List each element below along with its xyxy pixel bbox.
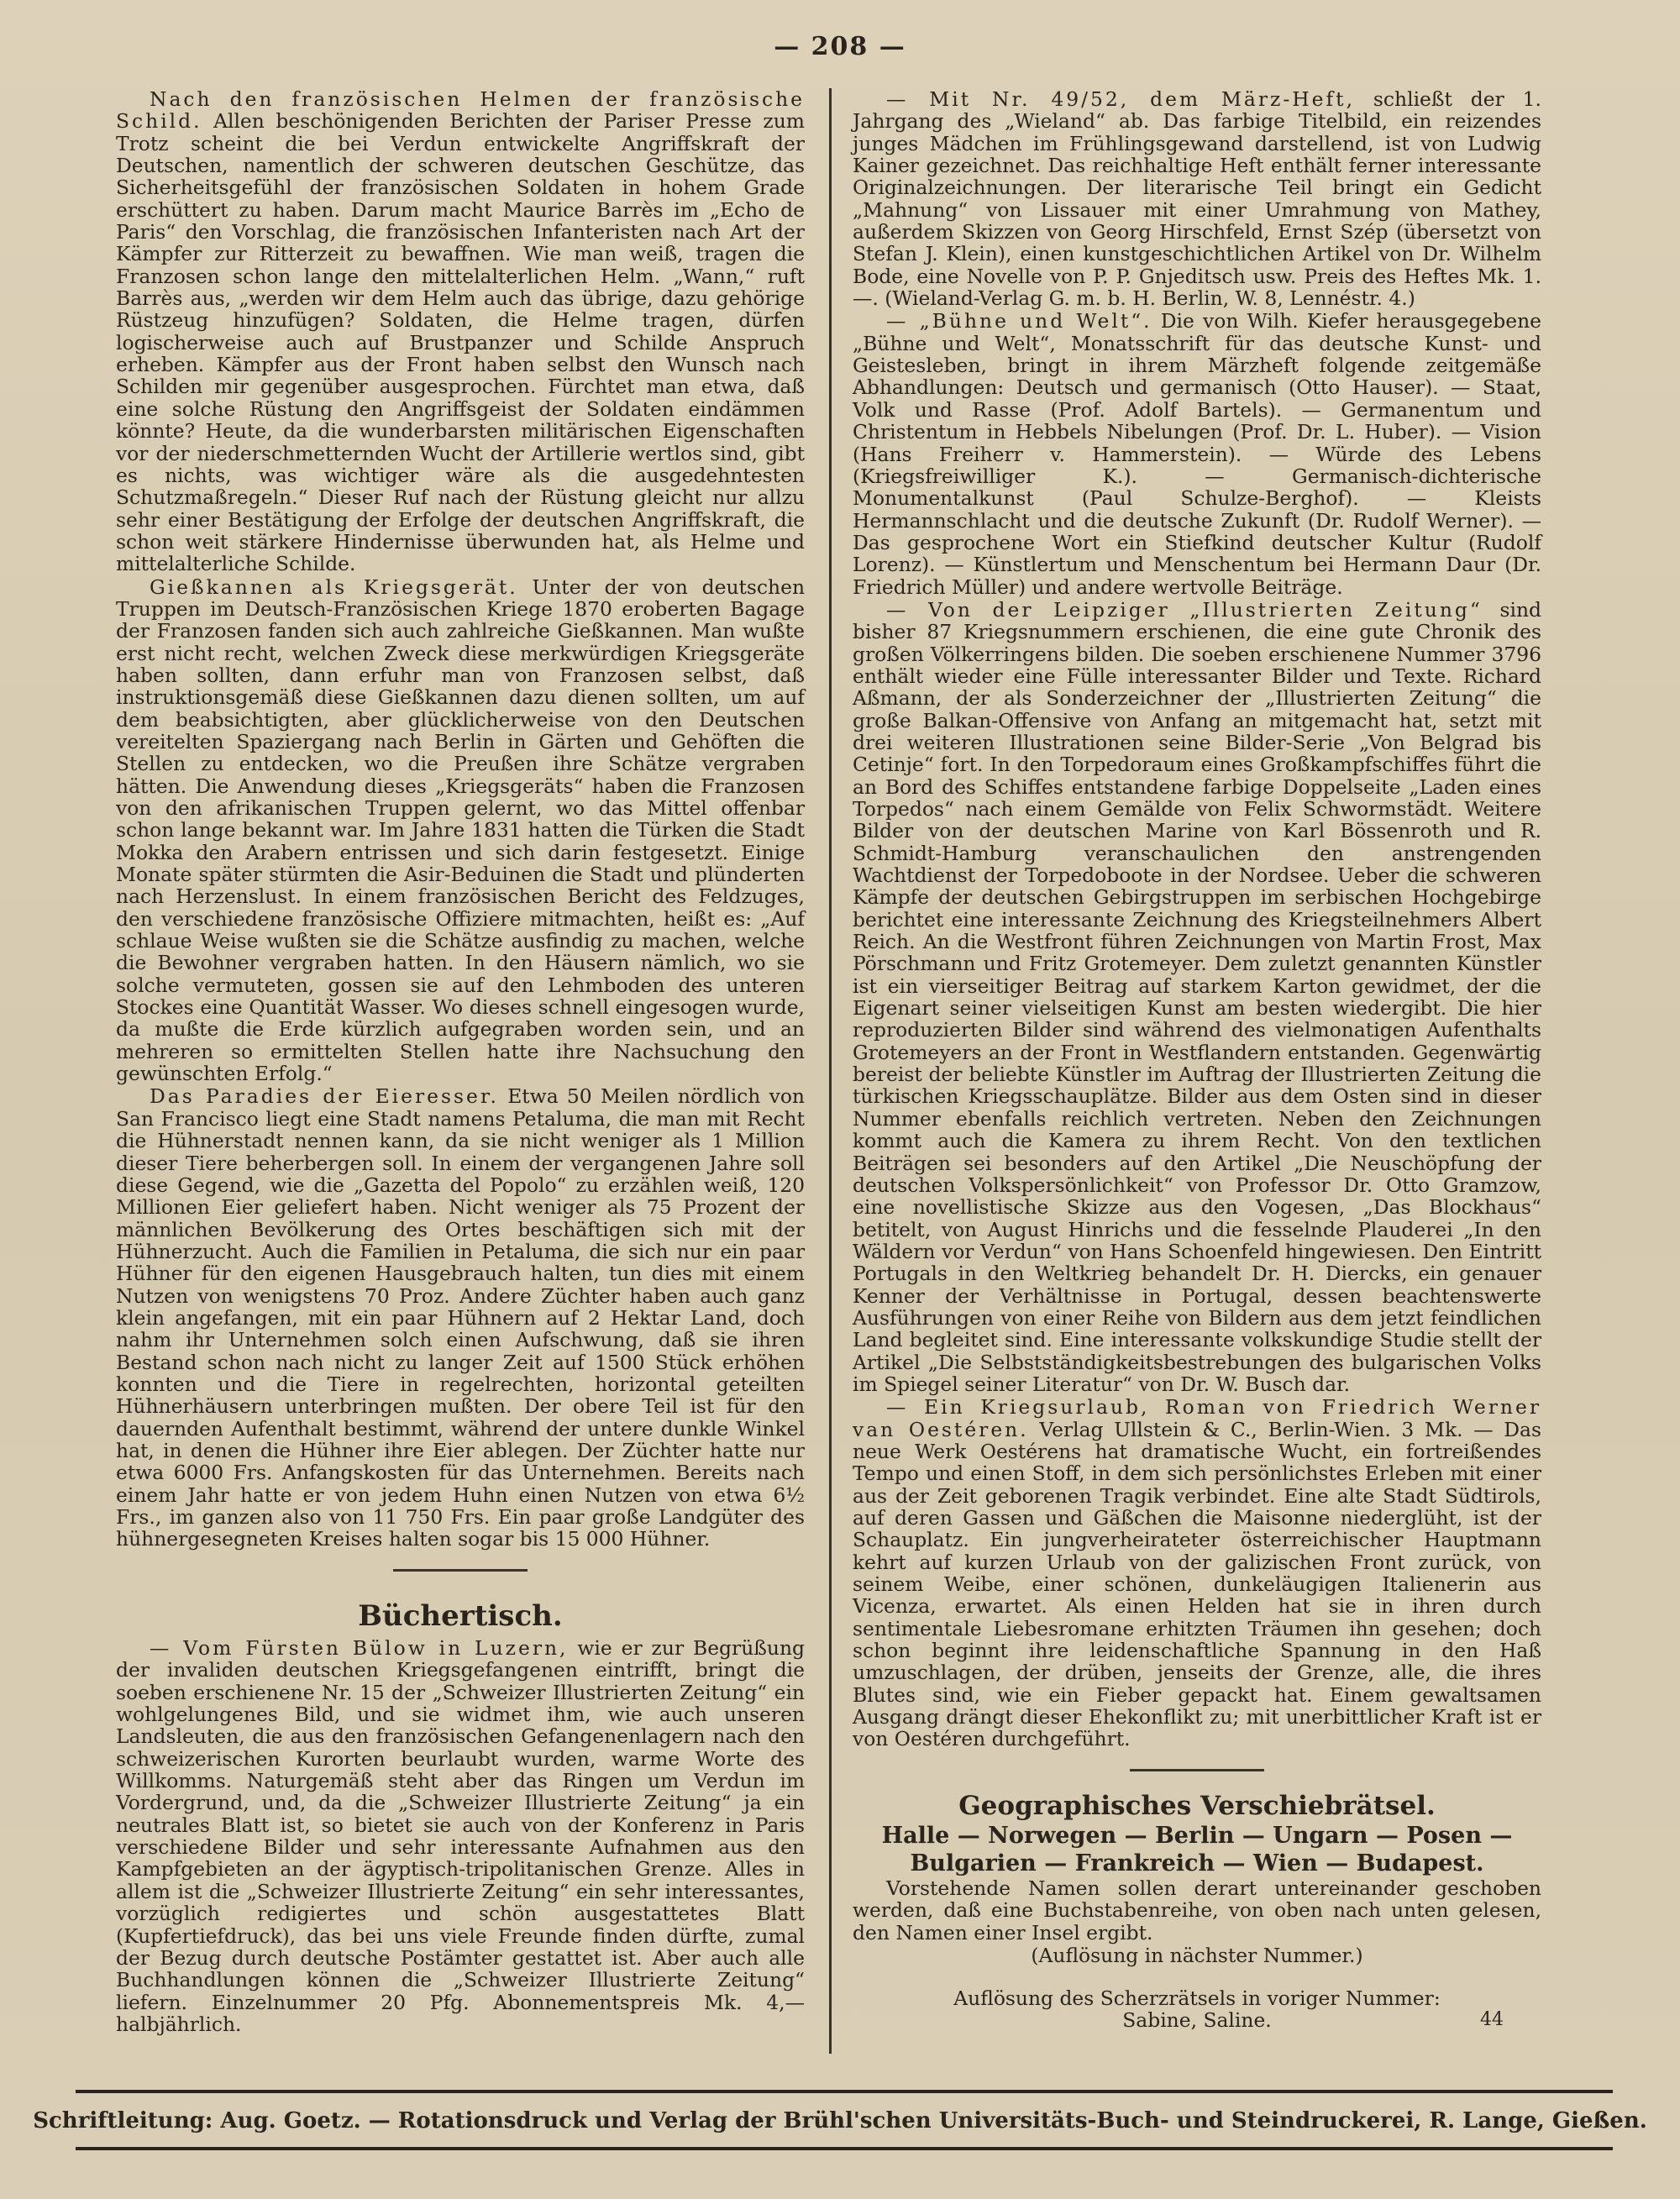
solution-heading: Auflösung des Scherzrätsels in voriger Nummer: (953, 1986, 1441, 2010)
article-text: Die von Wilh. Kiefer herausgegebene „Bühne und Welt“, Monatsschrift für das deutsche Kunst- und Geistesleben, bringt in ihrem Märzheft folgende zeitgemäße Abhandlungen: Deutsch und germanisch (Otto Hauser). — Staat, Volk und Rasse (Prof. Adolf Bartels). — Germanentum und Christentum in Hebbels Nibelungen (Prof. Dr. L. Huber). — Vision (Hans Freiherr v. Hammerstein). — Würde des Lebens (Kriegsfreiwilliger K.). — Germanisch-dichterische Monumentalkunst (Paul Schulze-Berghof). — Kleists Hermannschlacht und die deutsche Zukunft (Dr. Rudolf Werner). — Das gesprochene Wort ein Stiefkind deutscher Kultur (Rudolf Lorenz). — Künstlertum und Menschentum bei Hermann Daur (Dr. Friedrich Müller) und andere wertvolle Beiträge. (853, 309, 1541, 599)
article-text: sind bisher 87 Kriegsnummern erschienen, die eine gute Chronik des großen Völkerringens bilden. Die soeben erschienene Nummer 3796 enthält wieder eine Fülle interessanter Bilder und Texte. Richard Aßmann, der als Sonderzeichner der „Illustrierten Zeitung“ die große Balkan-Offensive von Anfang an mitgemacht hat, setzt mit drei weiteren Illustrationen seine Bilder-Serie „Von Belgrad bis Cetinje“ fort. In den Torpedoraum eines Großkampfschiffes führt die an Bord des Schiffes entstandene farbige Doppelseite „Laden eines Torpedos“ nach einem Gemälde von Felix Schwormstädt. Weitere Bilder von der deutschen Marine von Karl Bössenroth und R. Schmidt-Hamburg veranschaulichen den anstrengenden Wachtdienst der Torpedoboote in der Nordsee. Ueber die schweren Kämpfe der deutschen Gebirgstruppen im serbischen Hochgebirge berichtet eine interessante Zeichnung des Kriegsteilnehmers Albert Reich. An die Westfront führen Zeichnungen von Martin Frost, Max Pörschmann und Fritz Grotemeyer. Dem zuletzt genannten Künstler ist ein vierseitiger Beitrag auf starkem Karton gewidmet, der die Eigenart seiner vielseitigen Kunst am besten wiedergibt. Die hier reproduzierten Bilder sind während des vielmonatigen Aufenthalts Grotemeyers an der Front in Westflandern entstanden. Gegenwärtig bereist der beliebte Künstler im Auftrag der Illustrierten Zeitung die türkischen Kriegsschauplätze. Bilder aus dem Osten sind in dieser Nummer ebenfalls reichlich vertreten. Neben den Zeichnungen kommt auch die Kamera zu ihrem Recht. Von den textlichen Beiträgen sei besonders auf den Artikel „Die Neuschöpfung der deutschen Volkspersönlichkeit“ von Professor Dr. Otto Gramzow, eine novellistische Skizze aus den Vogesen, „Das Blockhaus“ betitelt, von August Hinrichs und die fesselnde Plauderei „In den Wäldern vor Verdun“ von Hans Schoenfeld hingewiesen. Den Eintritt Portugals in den Weltkrieg behandelt Dr. H. Diercks, ein genauer Kenner der Verhältnisse in Portugal, dessen beachtenswerte Ausführungen von einer Reihe von Bildern aus dem jetzt feindlichen Land begleitet sind. Eine interessante volkskundige Studie stellt der Artikel „Die Selbstständigkeitsbestrebungen des bulgarischen Volks im Spiegel seiner Literatur“ von Dr. W. Busch dar. (853, 597, 1541, 1396)
book-review-paragraph (853, 88, 1541, 309)
left-column (116, 88, 805, 2036)
solution-answer: Sabine, Saline. (1122, 2007, 1272, 2032)
section-divider (1130, 1769, 1264, 1771)
right-column (853, 88, 1541, 2031)
imprint-footer: Schriftleitung: Aug. Goetz. — Rotationsdruck und Verlag der Brühl'schen Universitäts-Buch- und Steindruckerei, R. Lange, Gießen. (33, 2108, 1647, 2133)
puzzle-title: Geographisches Verschiebrätsel. (958, 1790, 1436, 1821)
article-lead: — Von der Leipziger „Illustrierten Zeitung“ (886, 597, 1483, 622)
article-lead: Nach den französischen Helmen der französische Schild. (116, 87, 805, 134)
article-text: Unter der von deutschen Truppen im Deutsch-Französischen Kriege 1870 eroberten Bagage der Franzosen fanden sich auch zahlreiche Gießkannen. Man wußte erst nicht recht, welchen Zweck diese merkwürdigen Kriegsgeräte haben sollten, dann erfuhr man von Franzosen selbst, daß instruktionsgemäß diese Gießkannen dazu dienen sollten, um auf dem beabsichtigten, aber glücklicherweise von den Deutschen vereitelten Spaziergang nach Berlin in Gärten und Gehöften die Stellen zu entdecken, wo die Preußen ihre Schätze vergraben hätten. Die Anwendung dieses „Kriegsgeräts“ haben die Franzosen von den afrikanischen Truppen gelernt, wo das Mittel offenbar schon lange bekannt war. Im Jahre 1831 hatten die Türken die Stadt Mokka den Arabern entrissen und sich darin festgesetzt. Einige Monate später stürmten die Asir-Beduinen die Stadt und plünderten nach Herzenslust. In einem französischen Bericht des Feldzuges, den verschiedene französische Offiziere mitmachten, heißt es: „Auf schlaue Weise wußten sie die Schätze ausfindig zu machen, welche die Bewohner vergraben hatten. In den Häusern nämlich, wo sie solche vermuteten, gossen sie auf den Lehmboden des unteren Stockes eine Quantität Wasser. Wo dieses schnell eingesogen wurde, da mußte die Erde kürzlich aufgegraben worden sein, und an mehreren so ermittelten Stellen hatte ihre Nachsuchung den gewünschten Erfolg.“ (116, 575, 806, 1086)
article-text: Allen beschönigenden Berichten der Pariser Presse zum Trotz scheint die bei Verdun entwickelte Angriffskraft der Deutschen, namentlich der schweren deutschen Geschütze, das Sicherheitsgefühl der französischen Soldaten in hohem Grade erschüttert zu haben. Darum macht Maurice Barrès im „Echo de Paris“ den Vorschlag, die französischen Infanteristen nach Art der Kämpfer zur Ritterzeit zu bewaffnen. Wie man weiß, tragen die Franzosen schon lange den mittelalterlichen Helm. „Wann,“ ruft Barrès aus, „werden wir dem Helm auch das übrige, dazu gehörige Rüstzeug hinzufügen? Soldaten, die Helme tragen, dürfen logischerweise auch auf Brustpanzer und Schilde Anspruch erheben. Kämpfer aus der Front haben selbst den Wunsch nach Schilden mir gegenüber ausgesprochen. Fürchtet man etwa, daß eine solche Rüstung den Angriffsgeist der Soldaten eindämmen könnte? Heute, da die wunderbarsten militärischen Eigenschaften vor der niederschmetternden Wucht der Artillerie wertlos sind, gibt es nichts, was wichtiger wäre als die ausgedehntesten Schutzmaßregeln.“ Dieser Ruf nach der Rüstung gleicht nur allzu sehr einer Bestätigung der Erfolge der deutschen Angriffskraft, die schon weit stärkere Hindernisse überwunden hat, als Helme und mittelalterliche Schilde. (116, 109, 805, 576)
article-lead: — Mit Nr. 49/52, dem März-Heft, (886, 87, 1356, 111)
puzzle-words: Halle — Norwegen — Berlin — Ungarn — Posen — Bulgarien — Frankreich — Wien — Budapest. (881, 1823, 1513, 1877)
footer-rule-bottom (76, 2147, 1613, 2150)
stray-mark: 44 (1480, 2009, 1504, 2030)
section-divider (393, 1569, 528, 1572)
puzzle-instructions: Vorstehende Namen sollen derart untereinander geschoben werden, daß eine Buchstabenreihe, von oben nach unten gelesen, den Namen einer Insel ergibt. (853, 1876, 1541, 1944)
article-lead: — „Bühne und Welt“. (886, 309, 1152, 333)
article-text: Verlag Ullstein & C., Berlin-Wien. 3 Mk. — Das neue Werk Oestérens hat dramatische Wucht, ein fortreißendes Tempo und einen Stoff, in dem sich persönlichstes Erleben mit einer aus der Zeit geborenen Tragik verbindet. Eine alte Stadt Südtirols, auf deren Gassen und Gäßchen die Maisonne niederglüht, ist der Schauplatz. Ein jungverheirateter österreichischer Hauptmann kehrt auf kurzen Urlaub von der galizischen Front zurück, von seinem Weibe, einer schönen, dunkeläugigen Italienerin aus Vicenza, erwartet. Als einen Helden hat sie in ihren durch sentimentale Liebesromane erhitzten Träumen ihn gesehen; doch schon beginnt ihre leidenschaftliche Spannung in den Haß umzuschlagen, der drüben, jenseits der Grenze, alle, die ihres Blutes sind, wie ein Fieber gepackt hat. Einem gewaltsamen Ausgang drängt dieser Ehekonflikt zu; mit unerbittlicher Kraft ist er von Oestéren durchgeführt. (853, 1417, 1541, 1751)
puzzle-note: (Auflösung in nächster Nummer.) (1031, 1944, 1363, 1968)
article-paragraph (116, 1085, 805, 1550)
books-section-title: Büchertisch. (358, 1598, 563, 1633)
article-paragraph (116, 576, 805, 1085)
article-text: wie er zur Begrüßung der invaliden deutschen Kriegsgefangenen eintrifft, bringt die soeben erschienene Nr. 15 der „Schweizer Illustrierten Zeitung“ ein wohlgelungenes Bild, und sie widmet ihm, wie auch unseren Landsleuten, die aus den französischen Gefangenenlagern nach den schweizerischen Kurorten beurlaubt wurden, warme Worte des Willkomms. Naturgemäß steht aber das Ringen um Verdun im Vordergrund, und, da die „Schweizer Illustrierte Zeitung“ ja ein neutrales Blatt ist, so bietet sie auch von der Konferenz in Paris verschiedene Bilder und sehr interessante Aufnahmen aus den Kampfgebieten an der ägyptisch-tripolitanischen Grenze. Alles in allem ist die „Schweizer Illustrierte Zeitung“ ein sehr interessantes, vorzüglich redigiertes und schön ausgestattetes Blatt (Kupfertiefdruck), das bei uns viele Freunde finden dürfte, zumal der Bezug durch deutsche Postämter gestattet ist. Aber auch alle Buchhandlungen können die „Schweizer Illustrierte Zeitung“ liefern. Einzelnummer 20 Pfg. Abonnementspreis Mk. 4,— halbjährlich. (116, 1636, 806, 2036)
book-review-paragraph (853, 1396, 1541, 1750)
article-lead: Das Paradies der Eieresser. (150, 1084, 499, 1109)
article-lead: Gießkannen als Kriegsgerät. (150, 575, 518, 599)
article-text: schließt der 1. Jahrgang des „Wieland“ ab. Das farbige Titelbild, ein reizendes junges Mädchen im Frühlingsgewand darstellend, ist von Ludwig Kainer gezeichnet. Das reichhaltige Heft enthält ferner interessante Originalzeichnungen. Der literarische Teil bringt ein Gedicht „Mahnung“ von Lissauer mit einer Umrahmung von Mathey, außerdem Skizzen von Georg Hirschfeld, Ernst Szép (übersetzt von Stefan J. Klein), einen kunstgeschichtlichen Artikel von Dr. Wilhelm Bode, eine Novelle von P. P. Gnjeditsch usw. Preis des Heftes Mk. 1.—. (Wieland-Verlag G. m. b. H. Berlin, W. 8, Lennéstr. 4.) (853, 87, 1541, 311)
book-review-paragraph (853, 599, 1541, 1395)
book-review-paragraph (116, 1637, 805, 2035)
article-paragraph (116, 88, 805, 575)
article-lead: — Ein Kriegsurlaub, Roman von Friedrich Werner van Oestéren. (853, 1395, 1541, 1441)
article-text: Etwa 50 Meilen nördlich von San Francisco liegt eine Stadt namens Petaluma, die man mit Recht die Hühnerstadt nennen kann, da sie nicht weniger als 1 Million dieser Tiere beherbergen soll. In einem der vergangenen Jahre soll diese Gegend, wie die „Gazetta del Popolo“ zu erzählen weiß, 120 Millionen Eier geliefert haben. Nicht weniger als 75 Prozent der männlichen Bevölkerung des Ortes beschäftigen sich mit der Hühnerzucht. Auch die Familien in Petaluma, die sich nur ein paar Hühner für den eigenen Hausgebrauch halten, tun dies mit einem Nutzen von wenigstens 70 Proz. Andere Züchter haben auch ganz klein angefangen, mit ein paar Hühnern auf 2 Hektar Land, doch nahm ihr Unternehmen solch einen Aufschwung, daß sie ihren Bestand schon nach nicht zu langer Zeit auf 1500 Stück erhöhen konnten und die Tiere in regelrechten, horizontal geteilten Hühnerhäusern unterbringen mußten. Der obere Teil ist für den dauernden Aufenthalt bestimmt, während der untere dunkle Winkel hat, in denen die Hühner ihre Eier ablegen. Der Züchter hatte nur etwa 6000 Frs. Anfangskosten für das Unternehmen. Bereits nach einem Jahr hatte er von jedem Huhn einen Nutzen von etwa 6½ Frs., im ganzen also von 11 750 Frs. Ein paar große Landgüter des hühnergesegneten Kreises halten sogar bis 15 000 Hühner. (116, 1084, 805, 1551)
article-lead: — Vom Fürsten Bülow in Luzern, (150, 1636, 569, 1661)
footer-rule-top (76, 2090, 1613, 2093)
column-divider (829, 88, 832, 2054)
book-review-paragraph (853, 310, 1541, 597)
page-number: — 208 — (774, 32, 906, 61)
